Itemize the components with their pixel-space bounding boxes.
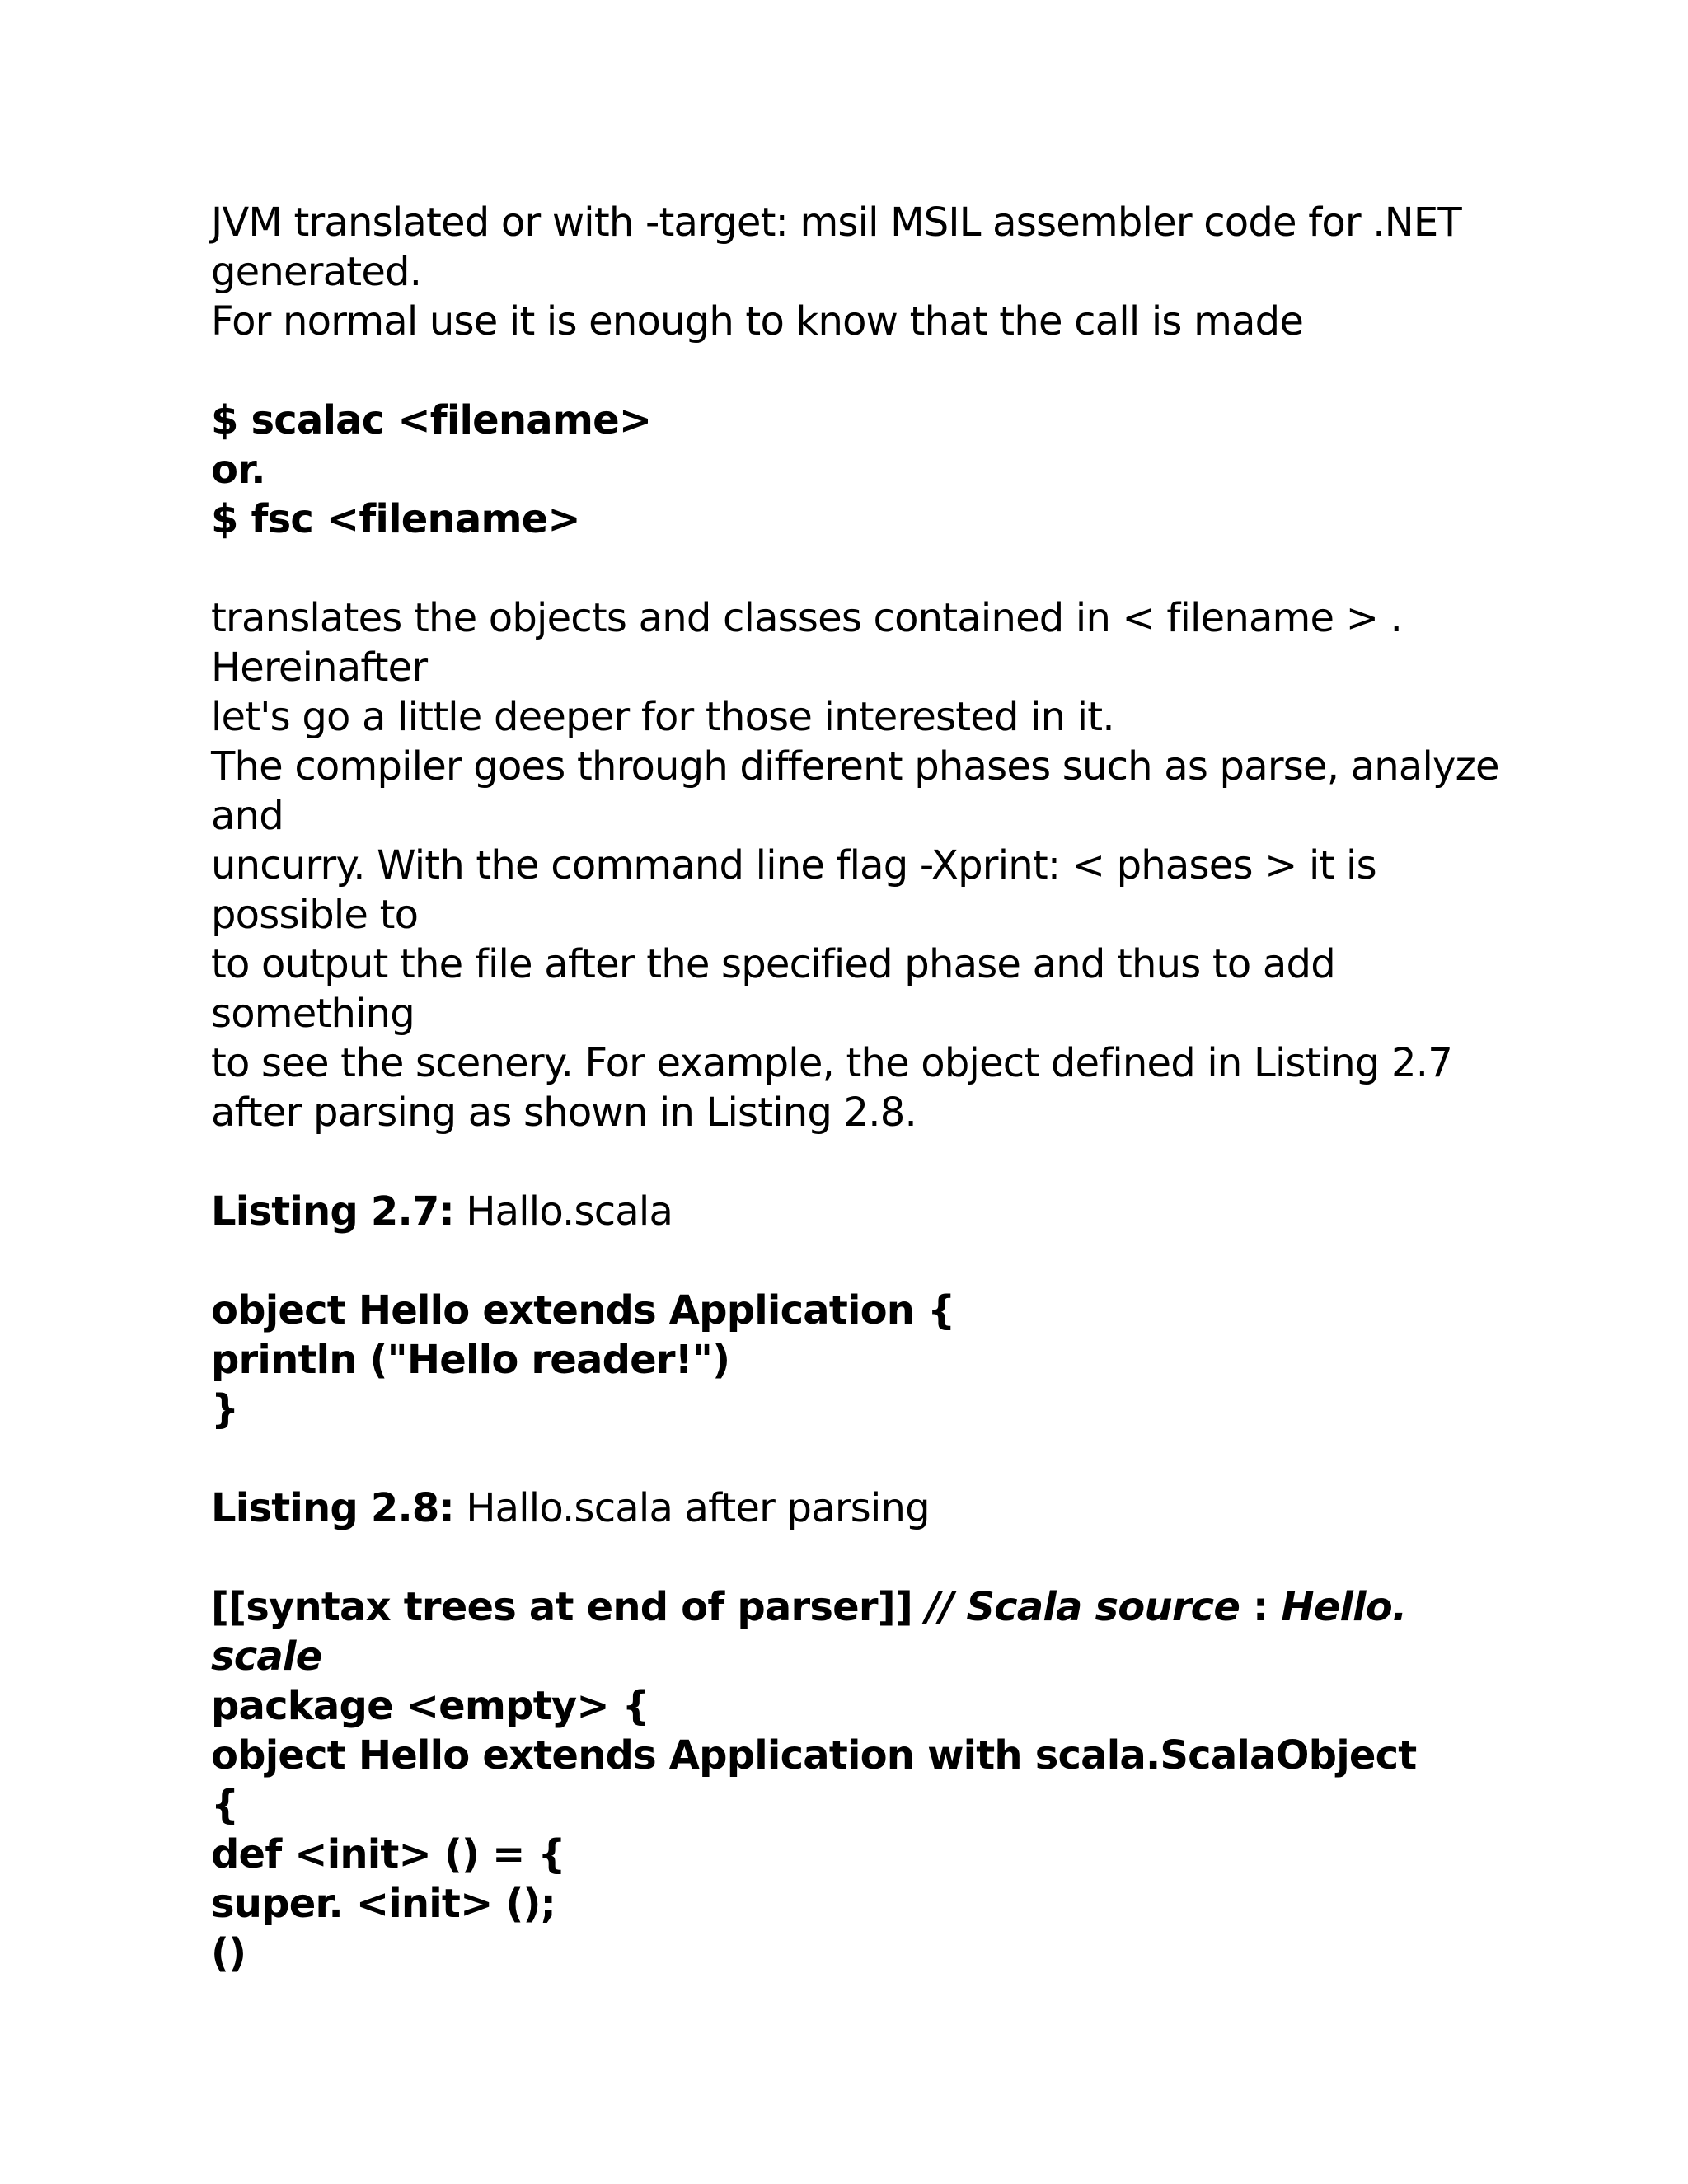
text-line: possible to <box>211 892 419 938</box>
blank-line <box>211 1533 1497 1582</box>
blank-line <box>211 1137 1497 1187</box>
command-or: or. <box>211 447 265 493</box>
text-line: The compiler goes through different phases such as parse, analyze <box>211 743 1499 790</box>
code-line: super. <init> (); <box>211 1881 556 1927</box>
text-line: generated. <box>211 249 422 295</box>
page-content <box>211 198 1497 1978</box>
text-line: uncurry. With the command line flag -Xprint: < phases > it is <box>211 842 1376 888</box>
code-line: package <empty> { <box>211 1683 650 1729</box>
listing-caption: Hallo.scala after parsing <box>453 1485 930 1531</box>
source-comment: // Scala source <box>925 1584 1240 1630</box>
text-line: to output the file after the specified phase and thus to add <box>211 941 1335 987</box>
blank-line <box>211 1236 1497 1286</box>
text-line: let's go a little deeper for those interested in it. <box>211 694 1114 740</box>
listing-caption: Hallo.scala <box>453 1188 673 1235</box>
code-line: () <box>211 1930 246 1976</box>
listing-label: Listing 2.8: <box>211 1485 454 1531</box>
text-line: something <box>211 991 415 1037</box>
text-line: Hereinafter <box>211 644 428 691</box>
syntax-trees-label: [[syntax trees at end of parser]] <box>211 1584 926 1630</box>
header-colon: : <box>1240 1584 1282 1630</box>
text-line: and <box>211 793 284 839</box>
source-file-name-cont: scale <box>211 1633 322 1680</box>
command-scalac: $ scalac <filename> <box>211 397 652 443</box>
listing-label: Listing 2.7: <box>211 1188 454 1235</box>
text-line: JVM translated or with -target: msil MSIL assembler code for .NET <box>211 199 1461 246</box>
blank-line <box>211 544 1497 593</box>
code-line: { <box>211 1782 239 1828</box>
listing-2-8-caption <box>211 1483 1497 1533</box>
code-line: println ("Hello reader!") <box>211 1337 730 1383</box>
blank-line <box>211 1434 1497 1483</box>
text-line: after parsing as shown in Listing 2.8. <box>211 1090 917 1136</box>
text-line: to see the scenery. For example, the object defined in Listing 2.7 <box>211 1040 1452 1086</box>
source-file-name: Hello. <box>1281 1584 1407 1630</box>
blank-line <box>211 346 1497 396</box>
text-line: translates the objects and classes contained in < filename > . <box>211 595 1403 641</box>
code-line: def <init> () = { <box>211 1831 565 1877</box>
listing-2-8-header <box>211 1582 1497 1632</box>
code-line: object Hello extends Application { <box>211 1287 955 1333</box>
code-line: object Hello extends Application with scala.ScalaObject <box>211 1732 1417 1779</box>
listing-2-7-caption <box>211 1187 1497 1236</box>
code-line: } <box>211 1386 239 1432</box>
text-line: For normal use it is enough to know that the call is made <box>211 298 1304 344</box>
command-fsc: $ fsc <filename> <box>211 496 580 542</box>
